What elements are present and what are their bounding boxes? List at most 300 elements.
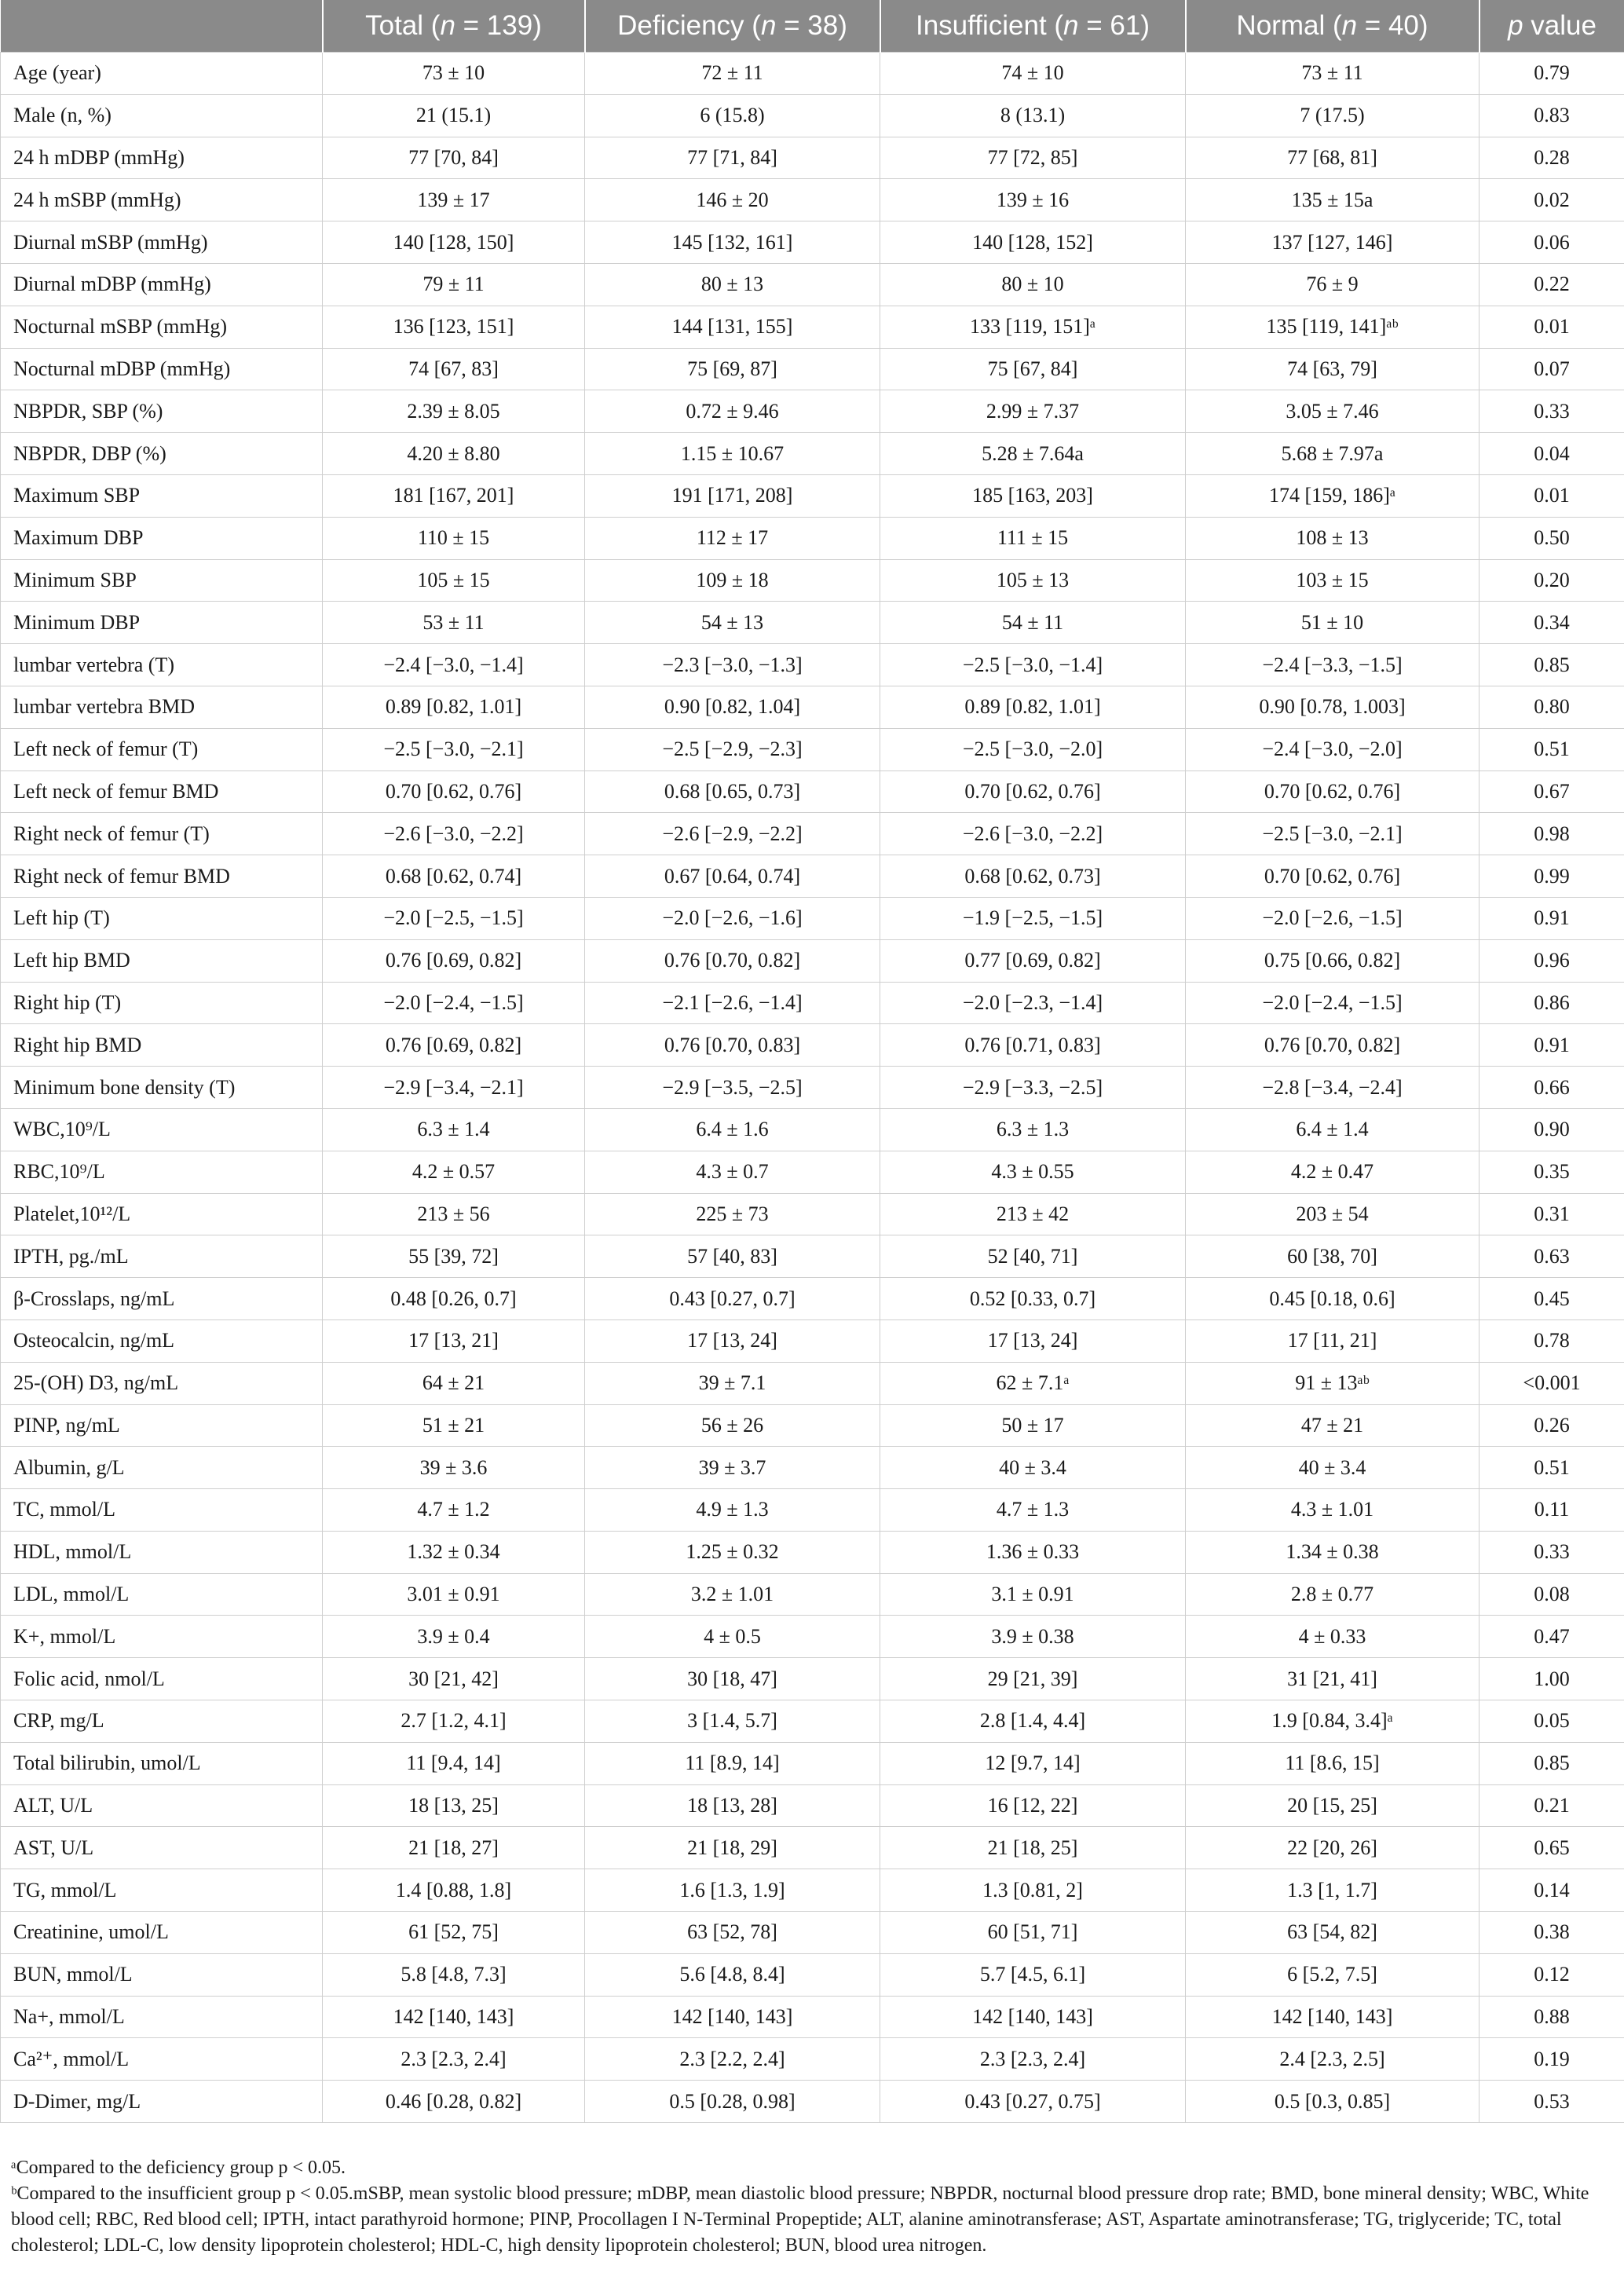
- header-deficiency: Deficiency (n = 38): [585, 0, 880, 53]
- cell-p-value: 0.04: [1480, 433, 1624, 475]
- cell-total: 2.3 [2.3, 2.4]: [323, 2038, 585, 2081]
- cell-total: 51 ± 21: [323, 1404, 585, 1447]
- cell-normal: 76 ± 9: [1186, 263, 1480, 306]
- cell-insufficient: 3.1 ± 0.91: [880, 1573, 1186, 1616]
- cell-p-value: 0.85: [1480, 1742, 1624, 1784]
- cell-p-value: 0.33: [1480, 390, 1624, 433]
- cell-p-value: 0.78: [1480, 1320, 1624, 1362]
- table-row: [1, 433, 1624, 475]
- cell-insufficient: 139 ± 16: [880, 179, 1186, 221]
- cell-p-value: 0.79: [1480, 53, 1624, 95]
- cell-normal: 20 [15, 25]: [1186, 1784, 1480, 1827]
- cell-insufficient: 213 ± 42: [880, 1193, 1186, 1235]
- cell-deficiency: 0.68 [0.65, 0.73]: [585, 770, 880, 813]
- cell-p-value: 0.65: [1480, 1827, 1624, 1869]
- cell-insufficient: 185 [163, 203]: [880, 474, 1186, 517]
- table-row: [1, 602, 1624, 644]
- cell-variable: Left hip BMD: [1, 939, 323, 982]
- table-row: [1, 1742, 1624, 1784]
- cell-total: 55 [39, 72]: [323, 1235, 585, 1278]
- cell-total: 6.3 ± 1.4: [323, 1108, 585, 1151]
- cell-p-value: 0.98: [1480, 813, 1624, 855]
- cell-insufficient: 0.77 [0.69, 0.82]: [880, 939, 1186, 982]
- cell-deficiency: 145 [132, 161]: [585, 221, 880, 264]
- cell-variable: Platelet,10¹²/L: [1, 1193, 323, 1235]
- cell-deficiency: 4.9 ± 1.3: [585, 1489, 880, 1532]
- cell-insufficient: 74 ± 10: [880, 53, 1186, 95]
- table-row: [1, 221, 1624, 264]
- cell-normal: 47 ± 21: [1186, 1404, 1480, 1447]
- cell-normal: 103 ± 15: [1186, 559, 1480, 602]
- cell-variable: lumbar vertebra (T): [1, 644, 323, 686]
- cell-deficiency: 4.3 ± 0.7: [585, 1151, 880, 1193]
- cell-normal: 4 ± 0.33: [1186, 1616, 1480, 1658]
- cell-variable: Nocturnal mSBP (mmHg): [1, 306, 323, 348]
- cell-variable: ALT, U/L: [1, 1784, 323, 1827]
- cell-insufficient: 12 [9.7, 14]: [880, 1742, 1186, 1784]
- cell-total: 18 [13, 25]: [323, 1784, 585, 1827]
- cell-p-value: 0.47: [1480, 1616, 1624, 1658]
- table-row: [1, 1320, 1624, 1362]
- table-row: [1, 1193, 1624, 1235]
- cell-variable: Ca²⁺, mmol/L: [1, 2038, 323, 2081]
- cell-normal: 11 [8.6, 15]: [1186, 1742, 1480, 1784]
- cell-normal: 5.68 ± 7.97a: [1186, 433, 1480, 475]
- cell-normal: 0.70 [0.62, 0.76]: [1186, 855, 1480, 898]
- cell-p-value: 0.51: [1480, 728, 1624, 770]
- table-row: [1, 1067, 1624, 1109]
- cell-total: 3.01 ± 0.91: [323, 1573, 585, 1616]
- footnote-b: ᵇCompared to the insufficient group p < 0.05.mSBP, mean systolic blood pressure; mDBP, mean diastolic blood pressure; NBPDR, nocturnal blood pressure drop rate; BMD, bone mineral density; WBC, White blood cell; RBC, Red blood cell; IPTH, intact parathyroid hormone; PINP, Procollagen I N-Terminal Propeptide; ALT, alanine aminotransferase; AST, Aspartate aminotransferase; TG, triglyceride; TC, total cholesterol; LDL-C, low density lipoprotein cholesterol; HDL-C, high density lipoprotein cholesterol; BUN, blood urea nitrogen.: [11, 2183, 1589, 2256]
- cell-deficiency: 6 (15.8): [585, 94, 880, 137]
- cell-variable: CRP, mg/L: [1, 1700, 323, 1743]
- table-row: [1, 517, 1624, 559]
- table-row: [1, 1404, 1624, 1447]
- cell-normal: 0.90 [0.78, 1.003]: [1186, 686, 1480, 728]
- cell-variable: Age (year): [1, 53, 323, 95]
- cell-variable: Left hip (T): [1, 897, 323, 939]
- cell-deficiency: −2.1 [−2.6, −1.4]: [585, 982, 880, 1024]
- table-row: [1, 1151, 1624, 1193]
- cell-deficiency: 6.4 ± 1.6: [585, 1108, 880, 1151]
- cell-insufficient: 5.28 ± 7.64a: [880, 433, 1186, 475]
- cell-p-value: 0.53: [1480, 2081, 1624, 2123]
- cell-p-value: 0.83: [1480, 94, 1624, 137]
- cell-total: 53 ± 11: [323, 602, 585, 644]
- cell-insufficient: 77 [72, 85]: [880, 137, 1186, 179]
- cell-normal: −2.4 [−3.3, −1.5]: [1186, 644, 1480, 686]
- cell-normal: 2.8 ± 0.77: [1186, 1573, 1480, 1616]
- cell-deficiency: 30 [18, 47]: [585, 1658, 880, 1700]
- header-total: Total (n = 139): [323, 0, 585, 53]
- cell-total: 136 [123, 151]: [323, 306, 585, 348]
- cell-total: 5.8 [4.8, 7.3]: [323, 1953, 585, 1996]
- cell-insufficient: 2.3 [2.3, 2.4]: [880, 2038, 1186, 2081]
- table-row: [1, 1489, 1624, 1532]
- cell-insufficient: 52 [40, 71]: [880, 1235, 1186, 1278]
- cell-insufficient: 142 [140, 143]: [880, 1996, 1186, 2038]
- cell-variable: 24 h mDBP (mmHg): [1, 137, 323, 179]
- cell-deficiency: −2.3 [−3.0, −1.3]: [585, 644, 880, 686]
- cell-total: 61 [52, 75]: [323, 1912, 585, 1954]
- table-row: [1, 644, 1624, 686]
- cell-total: 1.4 [0.88, 1.8]: [323, 1869, 585, 1912]
- cell-insufficient: 105 ± 13: [880, 559, 1186, 602]
- cell-deficiency: 3.2 ± 1.01: [585, 1573, 880, 1616]
- cell-variable: AST, U/L: [1, 1827, 323, 1869]
- table-row: [1, 1235, 1624, 1278]
- cell-p-value: 0.28: [1480, 137, 1624, 179]
- table-body: [1, 53, 1624, 2123]
- cell-total: 2.39 ± 8.05: [323, 390, 585, 433]
- cell-deficiency: −2.5 [−2.9, −2.3]: [585, 728, 880, 770]
- cell-total: 110 ± 15: [323, 517, 585, 559]
- cell-total: 74 [67, 83]: [323, 348, 585, 390]
- cell-p-value: 0.50: [1480, 517, 1624, 559]
- table-row: [1, 1573, 1624, 1616]
- cell-insufficient: 4.7 ± 1.3: [880, 1489, 1186, 1532]
- cell-normal: 3.05 ± 7.46: [1186, 390, 1480, 433]
- cell-p-value: 0.01: [1480, 474, 1624, 517]
- cell-normal: 1.9 [0.84, 3.4]ᵃ: [1186, 1700, 1480, 1743]
- cell-p-value: 0.31: [1480, 1193, 1624, 1235]
- cell-insufficient: 0.70 [0.62, 0.76]: [880, 770, 1186, 813]
- header-blank: [1, 0, 323, 53]
- table-row: [1, 1996, 1624, 2038]
- table-row: [1, 728, 1624, 770]
- cell-p-value: 0.96: [1480, 939, 1624, 982]
- cell-variable: Minimum SBP: [1, 559, 323, 602]
- cell-insufficient: 62 ± 7.1ᵃ: [880, 1362, 1186, 1404]
- cell-deficiency: 0.76 [0.70, 0.82]: [585, 939, 880, 982]
- table-row: [1, 686, 1624, 728]
- cell-insufficient: 0.89 [0.82, 1.01]: [880, 686, 1186, 728]
- cell-normal: 0.45 [0.18, 0.6]: [1186, 1278, 1480, 1320]
- cell-p-value: 0.11: [1480, 1489, 1624, 1532]
- cell-deficiency: 80 ± 13: [585, 263, 880, 306]
- cell-deficiency: 54 ± 13: [585, 602, 880, 644]
- cell-total: 17 [13, 21]: [323, 1320, 585, 1362]
- cell-normal: 135 ± 15a: [1186, 179, 1480, 221]
- cell-normal: 4.3 ± 1.01: [1186, 1489, 1480, 1532]
- cell-insufficient: 21 [18, 25]: [880, 1827, 1186, 1869]
- cell-variable: Total bilirubin, umol/L: [1, 1742, 323, 1784]
- table-row: [1, 1024, 1624, 1067]
- cell-total: 0.76 [0.69, 0.82]: [323, 1024, 585, 1067]
- cell-variable: NBPDR, DBP (%): [1, 433, 323, 475]
- table-row: [1, 813, 1624, 855]
- cell-deficiency: 17 [13, 24]: [585, 1320, 880, 1362]
- cell-normal: 40 ± 3.4: [1186, 1447, 1480, 1489]
- cell-p-value: 0.34: [1480, 602, 1624, 644]
- cell-variable: Right hip (T): [1, 982, 323, 1024]
- cell-total: 142 [140, 143]: [323, 1996, 585, 2038]
- table-row: [1, 137, 1624, 179]
- cell-total: 30 [21, 42]: [323, 1658, 585, 1700]
- cell-normal: −2.0 [−2.4, −1.5]: [1186, 982, 1480, 1024]
- cell-total: 77 [70, 84]: [323, 137, 585, 179]
- cell-total: 4.20 ± 8.80: [323, 433, 585, 475]
- cell-variable: IPTH, pg./mL: [1, 1235, 323, 1278]
- cell-p-value: 0.21: [1480, 1784, 1624, 1827]
- cell-p-value: 0.91: [1480, 1024, 1624, 1067]
- table-row: [1, 2081, 1624, 2123]
- cell-total: 21 [18, 27]: [323, 1827, 585, 1869]
- cell-total: 181 [167, 201]: [323, 474, 585, 517]
- cell-variable: Maximum SBP: [1, 474, 323, 517]
- cell-p-value: 0.51: [1480, 1447, 1624, 1489]
- cell-insufficient: 0.68 [0.62, 0.73]: [880, 855, 1186, 898]
- cell-variable: Folic acid, nmol/L: [1, 1658, 323, 1700]
- cell-insufficient: −2.5 [−3.0, −1.4]: [880, 644, 1186, 686]
- cell-deficiency: 112 ± 17: [585, 517, 880, 559]
- cell-deficiency: 39 ± 7.1: [585, 1362, 880, 1404]
- cell-p-value: 0.86: [1480, 982, 1624, 1024]
- cell-normal: 142 [140, 143]: [1186, 1996, 1480, 2038]
- cell-p-value: 0.05: [1480, 1700, 1624, 1743]
- cell-p-value: 1.00: [1480, 1658, 1624, 1700]
- cell-normal: 17 [11, 21]: [1186, 1320, 1480, 1362]
- cell-variable: RBC,10⁹/L: [1, 1151, 323, 1193]
- cell-variable: Male (n, %): [1, 94, 323, 137]
- cell-insufficient: 80 ± 10: [880, 263, 1186, 306]
- cell-variable: β-Crosslaps, ng/mL: [1, 1278, 323, 1320]
- table-row: [1, 1108, 1624, 1151]
- cell-p-value: 0.80: [1480, 686, 1624, 728]
- cell-normal: 203 ± 54: [1186, 1193, 1480, 1235]
- cell-insufficient: 16 [12, 22]: [880, 1784, 1186, 1827]
- cell-p-value: 0.20: [1480, 559, 1624, 602]
- cell-deficiency: 77 [71, 84]: [585, 137, 880, 179]
- cell-variable: K+, mmol/L: [1, 1616, 323, 1658]
- cell-total: 140 [128, 150]: [323, 221, 585, 264]
- cell-normal: −2.0 [−2.6, −1.5]: [1186, 897, 1480, 939]
- cell-p-value: 0.90: [1480, 1108, 1624, 1151]
- cell-deficiency: 56 ± 26: [585, 1404, 880, 1447]
- footnotes: [0, 2155, 1624, 2259]
- table-row: [1, 770, 1624, 813]
- table-row: [1, 1700, 1624, 1743]
- table-row: [1, 1912, 1624, 1954]
- cell-insufficient: 54 ± 11: [880, 602, 1186, 644]
- cell-p-value: 0.06: [1480, 221, 1624, 264]
- cell-insufficient: 4.3 ± 0.55: [880, 1151, 1186, 1193]
- cell-deficiency: 4 ± 0.5: [585, 1616, 880, 1658]
- footnote-a: ᵃCompared to the deficiency group p < 0.05.: [11, 2158, 346, 2178]
- cell-variable: Minimum DBP: [1, 602, 323, 644]
- cell-deficiency: −2.6 [−2.9, −2.2]: [585, 813, 880, 855]
- cell-normal: 63 [54, 82]: [1186, 1912, 1480, 1954]
- cell-normal: 137 [127, 146]: [1186, 221, 1480, 264]
- cell-variable: Right neck of femur (T): [1, 813, 323, 855]
- table-row: [1, 559, 1624, 602]
- cell-insufficient: −2.9 [−3.3, −2.5]: [880, 1067, 1186, 1109]
- cell-variable: Left neck of femur BMD: [1, 770, 323, 813]
- cell-p-value: 0.12: [1480, 1953, 1624, 1996]
- cell-total: 4.2 ± 0.57: [323, 1151, 585, 1193]
- cell-variable: 25-(OH) D3, ng/mL: [1, 1362, 323, 1404]
- cell-deficiency: −2.0 [−2.6, −1.6]: [585, 897, 880, 939]
- table-row: [1, 1447, 1624, 1489]
- cell-normal: 6.4 ± 1.4: [1186, 1108, 1480, 1151]
- cell-normal: 2.4 [2.3, 2.5]: [1186, 2038, 1480, 2081]
- cell-total: −2.5 [−3.0, −2.1]: [323, 728, 585, 770]
- cell-variable: LDL, mmol/L: [1, 1573, 323, 1616]
- cell-deficiency: 21 [18, 29]: [585, 1827, 880, 1869]
- cell-p-value: 0.14: [1480, 1869, 1624, 1912]
- cell-deficiency: 75 [69, 87]: [585, 348, 880, 390]
- table-row: [1, 897, 1624, 939]
- header-row: [1, 0, 1624, 53]
- cell-deficiency: 0.43 [0.27, 0.7]: [585, 1278, 880, 1320]
- cell-deficiency: 57 [40, 83]: [585, 1235, 880, 1278]
- cell-variable: HDL, mmol/L: [1, 1531, 323, 1573]
- cell-variable: Creatinine, umol/L: [1, 1912, 323, 1954]
- cell-insufficient: 6.3 ± 1.3: [880, 1108, 1186, 1151]
- cell-total: 1.32 ± 0.34: [323, 1531, 585, 1573]
- cell-deficiency: 2.3 [2.2, 2.4]: [585, 2038, 880, 2081]
- cell-insufficient: 2.99 ± 7.37: [880, 390, 1186, 433]
- table-row: [1, 1278, 1624, 1320]
- cell-total: 21 (15.1): [323, 94, 585, 137]
- table-row: [1, 306, 1624, 348]
- cell-deficiency: 0.67 [0.64, 0.74]: [585, 855, 880, 898]
- cell-insufficient: 0.52 [0.33, 0.7]: [880, 1278, 1186, 1320]
- cell-insufficient: −2.6 [−3.0, −2.2]: [880, 813, 1186, 855]
- cell-normal: 6 [5.2, 7.5]: [1186, 1953, 1480, 1996]
- cell-deficiency: 1.25 ± 0.32: [585, 1531, 880, 1573]
- table-row: [1, 855, 1624, 898]
- header-insufficient: Insufficient (n = 61): [880, 0, 1186, 53]
- table-row: [1, 1616, 1624, 1658]
- cell-normal: −2.8 [−3.4, −2.4]: [1186, 1067, 1480, 1109]
- cell-total: −2.0 [−2.4, −1.5]: [323, 982, 585, 1024]
- cell-insufficient: 140 [128, 152]: [880, 221, 1186, 264]
- cell-variable: Albumin, g/L: [1, 1447, 323, 1489]
- cell-insufficient: 0.76 [0.71, 0.83]: [880, 1024, 1186, 1067]
- cell-p-value: 0.07: [1480, 348, 1624, 390]
- cell-normal: 0.76 [0.70, 0.82]: [1186, 1024, 1480, 1067]
- cell-insufficient: 3.9 ± 0.38: [880, 1616, 1186, 1658]
- cell-deficiency: 225 ± 73: [585, 1193, 880, 1235]
- cell-p-value: 0.26: [1480, 1404, 1624, 1447]
- header-p-value: p value: [1480, 0, 1624, 53]
- cell-deficiency: 63 [52, 78]: [585, 1912, 880, 1954]
- cell-normal: 73 ± 11: [1186, 53, 1480, 95]
- cell-deficiency: 191 [171, 208]: [585, 474, 880, 517]
- header-normal: Normal (n = 40): [1186, 0, 1480, 53]
- cell-variable: TG, mmol/L: [1, 1869, 323, 1912]
- cell-normal: 0.70 [0.62, 0.76]: [1186, 770, 1480, 813]
- cell-insufficient: 75 [67, 84]: [880, 348, 1186, 390]
- cell-p-value: 0.35: [1480, 1151, 1624, 1193]
- cell-deficiency: 0.72 ± 9.46: [585, 390, 880, 433]
- cell-variable: NBPDR, SBP (%): [1, 390, 323, 433]
- cell-variable: Minimum bone density (T): [1, 1067, 323, 1109]
- cell-normal: 1.3 [1, 1.7]: [1186, 1869, 1480, 1912]
- cell-total: 0.46 [0.28, 0.82]: [323, 2081, 585, 2123]
- cell-p-value: 0.66: [1480, 1067, 1624, 1109]
- cell-normal: −2.5 [−3.0, −2.1]: [1186, 813, 1480, 855]
- cell-insufficient: 40 ± 3.4: [880, 1447, 1186, 1489]
- cell-normal: 77 [68, 81]: [1186, 137, 1480, 179]
- cell-p-value: 0.45: [1480, 1278, 1624, 1320]
- cell-deficiency: −2.9 [−3.5, −2.5]: [585, 1067, 880, 1109]
- table-row: [1, 94, 1624, 137]
- cell-total: −2.4 [−3.0, −1.4]: [323, 644, 585, 686]
- cell-p-value: 0.19: [1480, 2038, 1624, 2081]
- cell-deficiency: 39 ± 3.7: [585, 1447, 880, 1489]
- cell-variable: WBC,10⁹/L: [1, 1108, 323, 1151]
- cell-total: −2.0 [−2.5, −1.5]: [323, 897, 585, 939]
- cell-insufficient: 50 ± 17: [880, 1404, 1186, 1447]
- cell-insufficient: 111 ± 15: [880, 517, 1186, 559]
- table-row: [1, 1658, 1624, 1700]
- table-row: [1, 1531, 1624, 1573]
- cell-insufficient: 5.7 [4.5, 6.1]: [880, 1953, 1186, 1996]
- cell-variable: Diurnal mSBP (mmHg): [1, 221, 323, 264]
- cell-normal: 31 [21, 41]: [1186, 1658, 1480, 1700]
- cell-p-value: 0.63: [1480, 1235, 1624, 1278]
- cell-variable: 24 h mSBP (mmHg): [1, 179, 323, 221]
- cell-p-value: 0.33: [1480, 1531, 1624, 1573]
- cell-deficiency: 3 [1.4, 5.7]: [585, 1700, 880, 1743]
- cell-p-value: 0.88: [1480, 1996, 1624, 2038]
- table-row: [1, 474, 1624, 517]
- cell-variable: Left neck of femur (T): [1, 728, 323, 770]
- cell-total: 0.89 [0.82, 1.01]: [323, 686, 585, 728]
- cell-insufficient: −2.0 [−2.3, −1.4]: [880, 982, 1186, 1024]
- table-row: [1, 1827, 1624, 1869]
- cell-insufficient: 8 (13.1): [880, 94, 1186, 137]
- cell-total: 0.68 [0.62, 0.74]: [323, 855, 585, 898]
- cell-variable: PINP, ng/mL: [1, 1404, 323, 1447]
- cell-p-value: <0.001: [1480, 1362, 1624, 1404]
- cell-deficiency: 1.15 ± 10.67: [585, 433, 880, 475]
- cell-total: 2.7 [1.2, 4.1]: [323, 1700, 585, 1743]
- cell-total: 139 ± 17: [323, 179, 585, 221]
- cell-deficiency: 109 ± 18: [585, 559, 880, 602]
- table-row: [1, 1869, 1624, 1912]
- cell-p-value: 0.99: [1480, 855, 1624, 898]
- cell-p-value: 0.38: [1480, 1912, 1624, 1954]
- cell-total: 64 ± 21: [323, 1362, 585, 1404]
- cell-p-value: 0.85: [1480, 644, 1624, 686]
- cell-total: 0.48 [0.26, 0.7]: [323, 1278, 585, 1320]
- cell-normal: 51 ± 10: [1186, 602, 1480, 644]
- cell-variable: BUN, mmol/L: [1, 1953, 323, 1996]
- cell-normal: 174 [159, 186]ᵃ: [1186, 474, 1480, 517]
- table-row: [1, 939, 1624, 982]
- cell-p-value: 0.67: [1480, 770, 1624, 813]
- cell-deficiency: 142 [140, 143]: [585, 1996, 880, 2038]
- cell-normal: 0.75 [0.66, 0.82]: [1186, 939, 1480, 982]
- cell-total: 4.7 ± 1.2: [323, 1489, 585, 1532]
- cell-deficiency: 144 [131, 155]: [585, 306, 880, 348]
- table-row: [1, 1362, 1624, 1404]
- cell-deficiency: 5.6 [4.8, 8.4]: [585, 1953, 880, 1996]
- cell-deficiency: 1.6 [1.3, 1.9]: [585, 1869, 880, 1912]
- cell-insufficient: −1.9 [−2.5, −1.5]: [880, 897, 1186, 939]
- cell-insufficient: 60 [51, 71]: [880, 1912, 1186, 1954]
- cell-total: 39 ± 3.6: [323, 1447, 585, 1489]
- cell-total: −2.6 [−3.0, −2.2]: [323, 813, 585, 855]
- cell-total: 105 ± 15: [323, 559, 585, 602]
- cell-total: 0.76 [0.69, 0.82]: [323, 939, 585, 982]
- cell-total: 3.9 ± 0.4: [323, 1616, 585, 1658]
- cell-insufficient: 1.3 [0.81, 2]: [880, 1869, 1186, 1912]
- cell-normal: −2.4 [−3.0, −2.0]: [1186, 728, 1480, 770]
